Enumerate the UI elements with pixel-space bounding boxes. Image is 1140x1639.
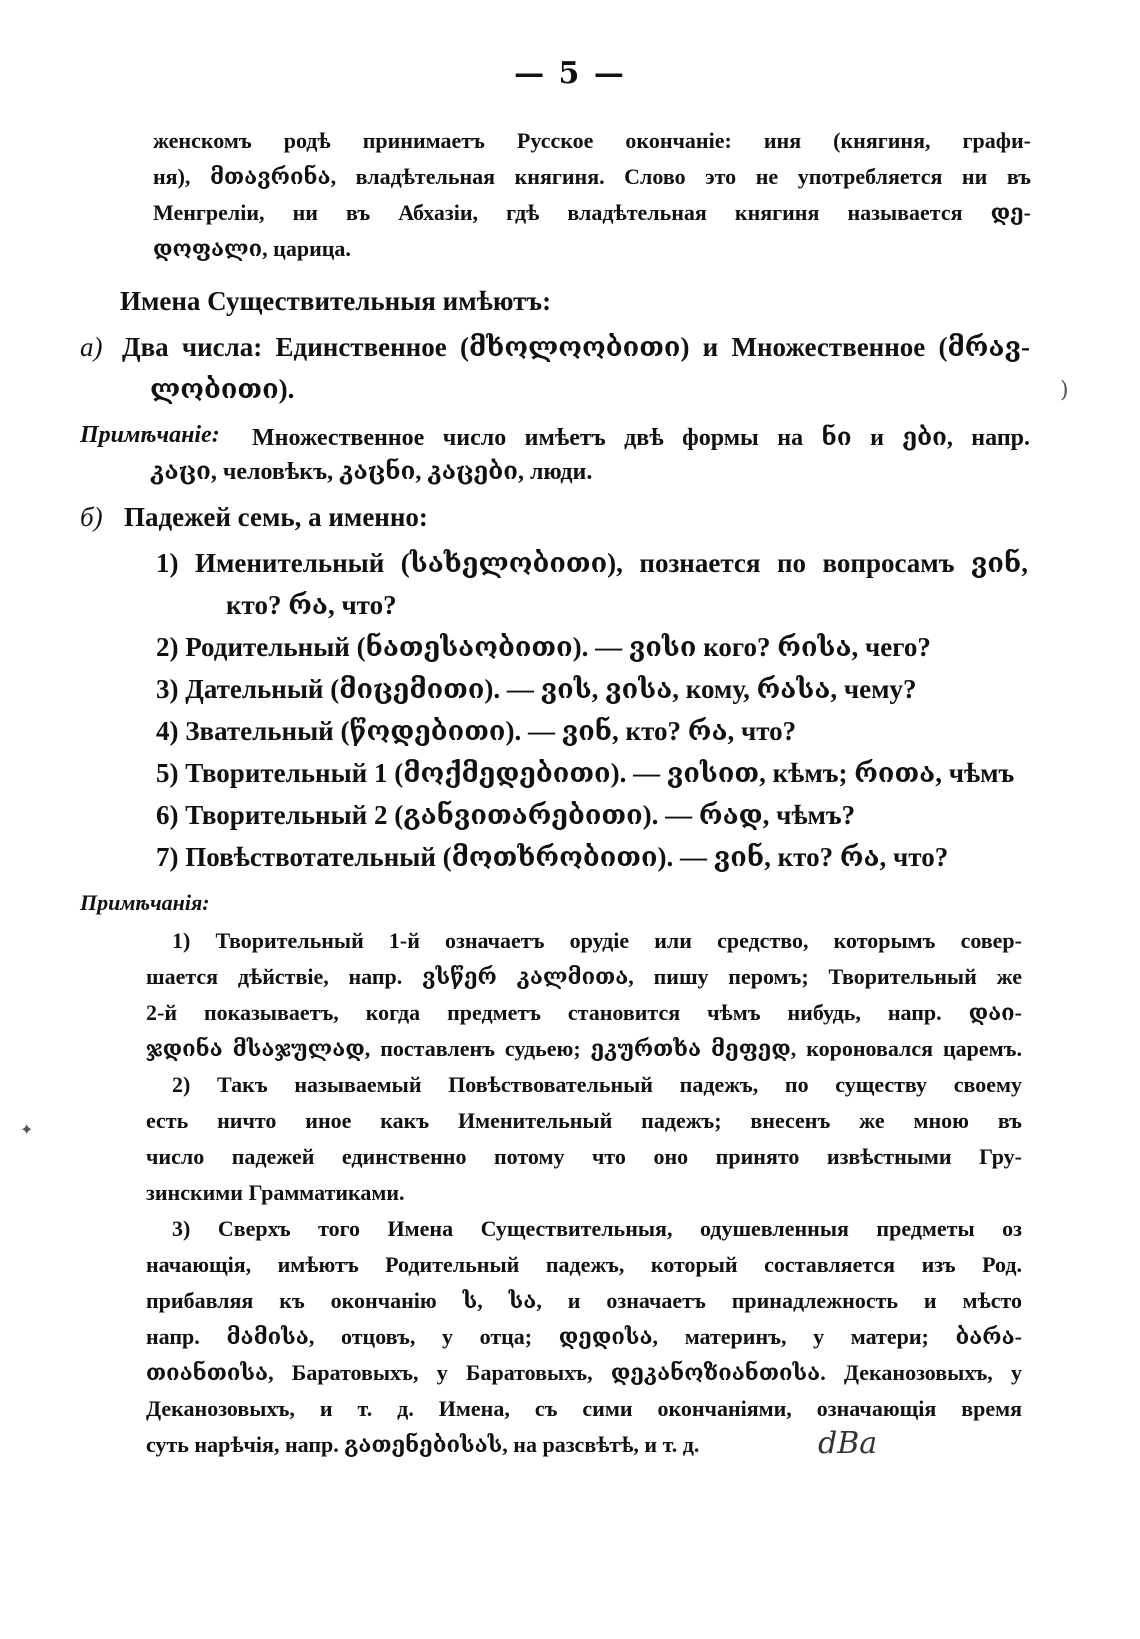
case-item: 4) Звательный (წოდებითი). — ვინ, кто? რა, что? bbox=[156, 716, 797, 746]
note-label: Примѣчаніе: bbox=[80, 422, 220, 448]
text-line: Деканозовыхъ, и т. д. Имена, съ сими окончаніями, означающія время bbox=[146, 1396, 1022, 1421]
text-line: ჯდინა მსაჯულად, поставленъ судьею; ეკურთხა მეფედ, короновался царемъ. bbox=[146, 1036, 1022, 1061]
text-line: 3) Сверхъ того Имена Существительныя, одушевленныя предметы оз bbox=[172, 1216, 1022, 1241]
case-item: 2) Родительный (ნათესაობითი). — ვისი кого? რისა, чего? bbox=[156, 632, 931, 662]
case-item: 7) Повѣствотательный (მოთხრობითი). — ვინ, кто? რა, что? bbox=[156, 842, 949, 872]
text-line: зинскими Грамматиками. bbox=[146, 1180, 405, 1205]
scan-speck: ✦ bbox=[20, 1120, 34, 1139]
text-line: თიანთისა, Баратовыхъ, у Баратовыхъ, დეკანოზიანთისა. Деканозовыхъ, у bbox=[146, 1360, 1022, 1385]
case-item: 3) Дательный (მიცემითი). — ვის, ვისა, кому, რასა, чему? bbox=[156, 674, 917, 704]
list-marker: б) bbox=[80, 502, 103, 532]
text-line: 2) Такъ называемый Повѣствовательный падежъ, по существу своему bbox=[172, 1072, 1022, 1097]
text-line: ლობითი). bbox=[150, 374, 295, 404]
text-line: 1) Творительный 1-й означаетъ орудіе или средство, которымъ совер- bbox=[172, 928, 1022, 953]
handwritten-note: dBa bbox=[818, 1426, 878, 1461]
text-line: Менгреліи, ни въ Абхазіи, гдѣ владѣтельная княгиня называется დე- bbox=[153, 200, 1031, 225]
text-line: женскомъ родѣ принимаетъ Русское окончаніе: иня (княгиня, графи- bbox=[153, 128, 1031, 153]
case-item: 5) Творительный 1 (მოქმედებითი). — ვისით, кѣмъ; რითა, чѣмъ bbox=[156, 758, 1015, 788]
text-line: суть нарѣчія, напр. გათენებისას, на разсвѣтѣ, и т. д. bbox=[146, 1432, 700, 1457]
text-line: Два числа: Единственное (მხოლოობითი) и Множественное (მრავ- bbox=[122, 332, 1030, 362]
text-line: напр. მამისა, отцовъ, у отца; დედისა, материнъ, у матери; ბარა- bbox=[146, 1324, 1022, 1349]
page-number: — 5 — bbox=[514, 56, 626, 91]
text-line: число падежей единственно потому что оно принято извѣстными Гру- bbox=[146, 1144, 1022, 1169]
text-line: Множественное число имѣетъ двѣ формы на ნი и ები, напр. bbox=[252, 425, 1030, 451]
case-item: 1) Именительный (სახელობითი), познается по вопросамъ ვინ, bbox=[156, 548, 1028, 578]
case-item: 6) Творительный 2 (განვითარებითი). — რად, чѣмъ? bbox=[156, 800, 856, 830]
notes-label: Примѣчанія: bbox=[80, 890, 210, 915]
text-line: ня), მთავრინა, владѣтельная княгиня. Слово это не употребляется ни въ bbox=[153, 164, 1031, 189]
text-line: კაცი, человѣкъ, კაცნი, კაცები, люди. bbox=[150, 459, 593, 485]
text-line: начающія, имѣютъ Родительный падежъ, который составляется изъ Род. bbox=[146, 1252, 1022, 1277]
case-item: кто? რა, что? bbox=[226, 590, 397, 620]
scan-bracket: ) bbox=[1060, 378, 1069, 403]
text-line: Падежей семь, а именно: bbox=[124, 502, 428, 532]
text-line: 2-й показываетъ, когда предметъ становится чѣмъ нибудь, напр. დაი- bbox=[146, 1000, 1022, 1025]
text-line: шается дѣйствіе, напр. ვსწერ კალმითა, пишу перомъ; Творительный же bbox=[146, 964, 1022, 989]
text-line: есть ничто иное какъ Именительный падежъ; внесенъ же мною въ bbox=[146, 1108, 1022, 1133]
text-line: прибавляя къ окончанію ს, სა, и означаетъ принадлежность и мѣсто bbox=[146, 1288, 1022, 1313]
list-marker: а) bbox=[80, 332, 103, 362]
text-line: დოფალი, царица. bbox=[153, 236, 351, 261]
section-heading: Имена Существительныя имѣютъ: bbox=[120, 286, 552, 316]
